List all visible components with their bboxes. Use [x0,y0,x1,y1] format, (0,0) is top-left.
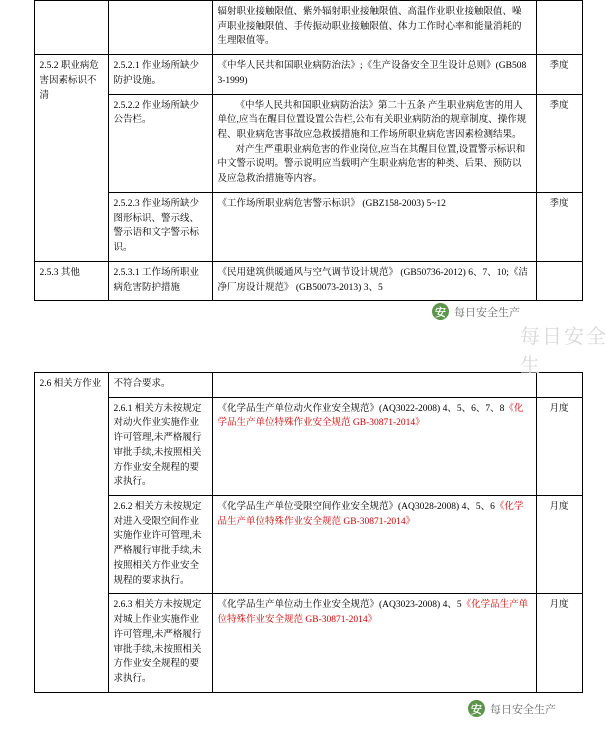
cell-basis: 《民用建筑供暖通风与空气调节设计规范》 (GB50736-2012) 6、7、10;《洁净厂房设计规范》 (GB50073-2013) 3、5 [212,261,536,300]
cell-frequency [536,1,582,55]
safety-badge-icon: 安 [432,303,449,320]
table-row [34,496,582,594]
cell-item: 2.5.2.2 作业场所缺少公告栏。 [108,94,212,192]
basis-standard: 《化学品生产单位受限空间作业安全规范》(AQ3028-2008) 4、5、6 [217,502,495,513]
table-row [34,261,582,300]
basis-standard: 《化学品生产单位动土作业安全规范》(AQ3023-2008) 4、5 [217,600,462,611]
cell-basis [212,373,536,398]
cell-basis: 辐射职业接触限值、紫外辐射职业接触限值、高温作业职业接触限值、噪声职业接触限值、手传振动职业接触限值、体力工作时心率和能量消耗的生理限值等。 [212,1,536,55]
checklist-table-top [34,0,583,301]
cell-frequency: 季度 [536,94,582,192]
table-row [34,594,582,692]
basis-paragraph-2: 对产生严重职业病危害的作业岗位,应当在其醒目位置,设置警示标识和中文警示说明。警示说明应当载明产生职业病危害的种类、后果、预防以及应急救治措施等内容。 [217,144,526,185]
cell-basis: 《中华人民共和国职业病防治法》;《生产设备安全卫生设计总则》(GB5083-1999) [212,55,536,94]
cell-item-intro: 不符合要求。 [108,373,212,398]
cell-category: 2.5.2 职业病危害因素标识不清 [34,55,108,262]
table-row [34,192,582,261]
watermark-label: 每日安全生产 [490,703,556,716]
cell-item: 2.6.1 相关方未按规定对动火作业实施作业许可管理,未严格履行审批手续,未按照相关方作业安全规程的要求执行。 [108,397,212,495]
cell-frequency [536,261,582,300]
cell-basis [212,397,536,495]
watermark-label: 每日安全生产 [454,306,520,319]
cell-frequency: 月度 [536,397,582,495]
cell-item: 2.5.3.1 工作场所职业病危害防护措施 [108,261,212,300]
cell-category: 2.6 相关方作业 [34,373,108,693]
cell-basis [212,496,536,594]
cell-basis: 《工作场所职业病危害警示标识》 (GBZ158-2003) 5~12 [212,192,536,261]
cell-basis [212,94,536,192]
basis-standard: 《化学品生产单位动火作业安全规范》(AQ3022-2008) 4、5、6、7、8 [217,403,505,414]
table-bottom-wrapper [0,372,616,693]
basis-standard-highlight: 《化学品生产单位特殊作业安全规范 GB-30871-2014》 [217,600,529,626]
table-row [34,373,582,398]
cell-item: 2.6.3 相关方未按规定对城上作业实施作业许可管理,未严格履行审批手续,未按照相关方作业安全规程的要求执行。 [108,594,212,692]
cell-frequency [536,373,582,398]
basis-paragraph-1: 《中华人民共和国职业病防治法》第二十五条 产生职业病危害的用人单位,应当在醒目位置设置公告栏,公布有关职业病防治的规章制度、操作规程、职业病危害事故应急救援措施和工作场所职业病危害因素检测结果。 [217,100,527,141]
cell-frequency: 季度 [536,55,582,94]
cell-frequency: 月度 [536,496,582,594]
basis-standard-highlight: 《化学品生产单位特殊作业安全规范 GB-30871-2014》 [217,502,524,527]
watermark-stamp-top [432,303,520,320]
basis-standard-highlight: 《化学品生产单位特殊作业安全规范 GB-30871-2014》 [217,403,524,429]
cell-item: 2.5.2.1 作业场所缺少防护设施。 [108,55,212,94]
cell-item [108,1,212,55]
cell-item: 2.5.2.3 作业场所缺少图形标识、警示线、警示语和文字警示标识。 [108,192,212,261]
table-row [34,55,582,94]
cell-category: 2.5.3 其他 [34,261,108,300]
safety-badge-icon: 安 [468,700,485,717]
cell-item: 2.6.2 相关方未按规定对进入受限空间作业实施作业许可管理,未严格履行审批手续,未按照相关方作业安全规程的要求执行。 [108,496,212,594]
watermark-stamp-bottom [468,700,556,717]
cell-basis [212,594,536,692]
checklist-table-bottom [34,372,583,693]
cell-frequency: 季度 [536,192,582,261]
table-row [34,1,582,55]
table-top-wrapper [0,0,616,301]
cell-frequency: 月度 [536,594,582,692]
cell-category [34,1,108,55]
watermark-ghost-text: 每日安全生 [520,326,608,377]
table-row [34,94,582,192]
table-row [34,397,582,495]
